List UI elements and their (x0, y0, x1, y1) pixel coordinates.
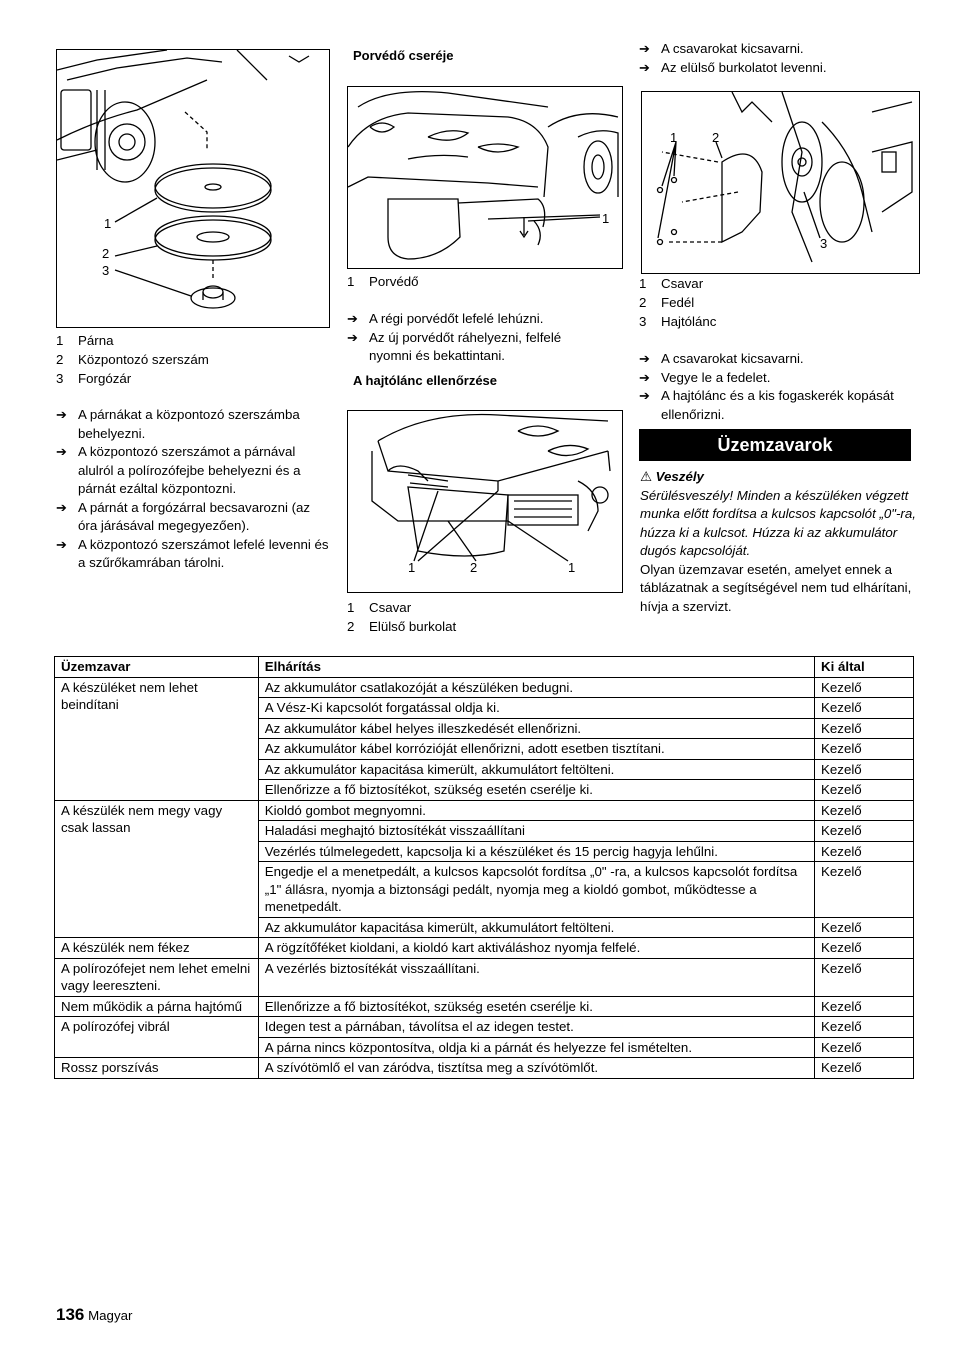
troubleshooting-table (54, 656, 914, 1079)
figure1-legend (56, 331, 209, 388)
table-header-row (55, 657, 914, 678)
responsible-cell: Kezelő (815, 862, 914, 918)
danger-warning (640, 468, 918, 616)
fault-cell: A polírozófej vibrál (55, 1017, 259, 1058)
responsible-cell: Kezelő (815, 739, 914, 760)
remedy-cell: Az akkumulátor kábel helyes illeszkedését ellenőrizni. (258, 718, 814, 739)
responsible-cell: Kezelő (815, 677, 914, 698)
step-item: ➔ A csavarokat kicsavarni. (639, 350, 915, 369)
chain-check-steps (639, 350, 915, 424)
arrow-right-icon: ➔ (639, 41, 650, 56)
callout-3: 3 (820, 236, 828, 251)
arrow-right-icon: ➔ (56, 407, 67, 422)
legend-item: 1 Csavar (347, 600, 412, 615)
responsible-cell: Kezelő (815, 759, 914, 780)
remedy-cell: Ellenőrizze a fő biztosítékot, szükség esetén cserélje ki. (258, 780, 814, 801)
figure-dust-guard (347, 86, 623, 269)
figure-drive-chain (347, 410, 623, 593)
responsible-cell: Kezelő (815, 718, 914, 739)
warning-text: Sérülésveszély! Minden a készüléken végzett munka előtt fordítsa a kulcsos kapcsolót „0"-ra, húzza ki a kulcsot. Húzza ki az akkumulátor dugós kapcsolóját. (640, 487, 916, 558)
page-footer (56, 1305, 132, 1325)
arrow-right-icon: ➔ (639, 388, 650, 403)
arrow-right-icon: ➔ (639, 369, 650, 385)
remedy-cell: A rögzítőféket kioldani, a kioldó kart aktiváláshoz nyomja felfelé. (258, 938, 814, 959)
step-item: ➔ A csavarokat kicsavarni. (639, 40, 909, 59)
remedy-cell: A párna nincs központosítva, oldja ki a párnát és helyezze fel ismételten. (258, 1037, 814, 1058)
step-item: ➔ A központozó szerszámot lefelé levenni és a szűrőkamrában tárolni. (56, 536, 332, 573)
remedy-cell: Az akkumulátor kapacitása kimerült, akkumulátort feltölteni. (258, 759, 814, 780)
drive-chain-illustration (348, 411, 622, 592)
remedy-cell: Engedje el a menetpedált, a kulcsos kapcsolót fordítsa „0" -ra, a kulcsos kapcsolót fordítsa „1" állásra, nyomja a biztonsági pedált, nyomja meg a kioldó gombot, működtesse a menetpedált. (258, 862, 814, 918)
arrow-right-icon: ➔ (56, 444, 67, 459)
dust-guard-legend (347, 272, 419, 291)
responsible-cell: Kezelő (815, 800, 914, 821)
remedy-cell: Vezérlés túlmelegedett, kapcsolja ki a készüléket és 15 percig hagyja lehűlni. (258, 841, 814, 862)
table-row (55, 800, 914, 821)
remedy-cell: A Vész-Ki kapcsolót forgatással oldja ki. (258, 698, 814, 719)
remedy-cell: Az akkumulátor kapacitása kimerült, akkumulátort feltölteni. (258, 917, 814, 938)
chain-cover-illustration (642, 92, 919, 273)
table-row (55, 677, 914, 698)
step-item: ➔ A régi porvédőt lefelé lehúzni. (347, 310, 607, 329)
step-item: ➔ Az új porvédőt ráhelyezni, felfelé nyomni és bekattintani. (347, 329, 607, 366)
footer-language: Magyar (88, 1308, 133, 1323)
callout-2: 2 (102, 246, 110, 261)
responsible-cell: Kezelő (815, 1017, 914, 1038)
table-row (55, 1058, 914, 1079)
remedy-cell: Ellenőrizze a fő biztosítékot, szükség esetén cserélje ki. (258, 996, 814, 1017)
remedy-cell: A szívótömlő el van záródva, tisztítsa meg a szívótömlőt. (258, 1058, 814, 1079)
remedy-cell: Kioldó gombot megnyomni. (258, 800, 814, 821)
legend-item: 3 Hajtólánc (639, 314, 717, 329)
drive-chain-legend (347, 598, 456, 636)
dust-guard-steps (347, 310, 607, 366)
section-title-banner: Üzemzavarok (639, 429, 911, 461)
step-item: ➔ Vegye le a fedelet. (639, 369, 915, 388)
chain-cover-legend (639, 274, 716, 331)
legend-item: 1 Csavar (639, 276, 704, 291)
callout-1: 1 (104, 216, 112, 231)
callout-2: 2 (470, 560, 478, 575)
heading-drive-chain: A hajtólánc ellenőrzése (353, 373, 498, 388)
figure-pad-centering (56, 49, 330, 328)
arrow-right-icon: ➔ (56, 499, 67, 515)
arrow-right-icon: ➔ (347, 311, 358, 326)
column-header-remedy: Elhárítás (258, 657, 814, 678)
column-header-responsible: Ki által (815, 657, 914, 678)
arrow-right-icon: ➔ (56, 536, 67, 552)
fault-cell: Rossz porszívás (55, 1058, 259, 1079)
remedy-cell: Az akkumulátor csatlakozóját a készüléken bedugni. (258, 677, 814, 698)
legend-item: 1 Párna (56, 333, 114, 348)
responsible-cell: Kezelő (815, 938, 914, 959)
legend-item: 2 Központozó szerszám (56, 352, 209, 367)
legend-item: 3 Forgózár (56, 371, 132, 386)
responsible-cell: Kezelő (815, 1037, 914, 1058)
cover-removal-steps (639, 40, 909, 77)
responsible-cell: Kezelő (815, 996, 914, 1017)
arrow-right-icon: ➔ (639, 59, 650, 75)
responsible-cell: Kezelő (815, 780, 914, 801)
callout-2: 2 (712, 130, 720, 145)
table-row (55, 938, 914, 959)
responsible-cell: Kezelő (815, 917, 914, 938)
responsible-cell: Kezelő (815, 1058, 914, 1079)
responsible-cell: Kezelő (815, 841, 914, 862)
pad-centering-illustration (57, 50, 329, 327)
warning-title: Veszély (655, 469, 704, 484)
section-intro: Olyan üzemzavar esetén, amelyet ennek a táblázatnak a segítségével nem tud elhárítani, hívja a szervizt. (640, 561, 912, 614)
figure-chain-cover (641, 91, 920, 274)
remedy-cell: Idegen test a párnában, távolítsa el az idegen testet. (258, 1017, 814, 1038)
step-item: ➔ A központozó szerszámot a párnával alulról a polírozófejbe behelyezni és a párnát ezáltal központozni. (56, 443, 332, 499)
table-row (55, 1017, 914, 1038)
fault-cell: A készülék nem fékez (55, 938, 259, 959)
fault-cell: Nem működik a párna hajtómű (55, 996, 259, 1017)
column-header-fault: Üzemzavar (55, 657, 259, 678)
callout-3: 3 (102, 263, 110, 278)
callout-1: 1 (602, 211, 610, 226)
warning-triangle-icon: ⚠ (640, 469, 652, 484)
callout-1: 1 (670, 130, 678, 145)
step-item: ➔ Az elülső burkolatot levenni. (639, 59, 909, 78)
table-row (55, 996, 914, 1017)
remedy-cell: Az akkumulátor kábel korrózióját ellenőrizni, adott esetben tisztítani. (258, 739, 814, 760)
fault-cell: A polírozófejet nem lehet emelni vagy leereszteni. (55, 958, 259, 996)
page-number: 136 (56, 1305, 85, 1324)
dust-guard-illustration (348, 87, 622, 268)
callout-1: 1 (408, 560, 416, 575)
responsible-cell: Kezelő (815, 958, 914, 996)
arrow-right-icon: ➔ (347, 329, 358, 345)
fault-cell: A készülék nem megy vagy csak lassan (55, 800, 259, 938)
responsible-cell: Kezelő (815, 821, 914, 842)
arrow-right-icon: ➔ (639, 351, 650, 366)
pad-install-steps (56, 406, 332, 573)
legend-item: 2 Elülső burkolat (347, 619, 457, 634)
step-item: ➔ A hajtólánc és a kis fogaskerék kopását ellenőrizni. (639, 387, 915, 424)
legend-item: 2 Fedél (639, 295, 695, 310)
legend-item: 1 Porvédő (347, 274, 419, 289)
step-item: ➔ A párnát a forgózárral becsavarozni (az óra járásával megegyezően). (56, 499, 332, 536)
heading-dust-guard: Porvédő cseréje (353, 48, 454, 63)
responsible-cell: Kezelő (815, 698, 914, 719)
fault-cell: A készüléket nem lehet beindítani (55, 677, 259, 800)
step-item: ➔ A párnákat a központozó szerszámba behelyezni. (56, 406, 332, 443)
table-row (55, 958, 914, 996)
callout-1b: 1 (568, 560, 576, 575)
remedy-cell: Haladási meghajtó biztosítékát visszaállítani (258, 821, 814, 842)
remedy-cell: A vezérlés biztosítékát visszaállítani. (258, 958, 814, 996)
